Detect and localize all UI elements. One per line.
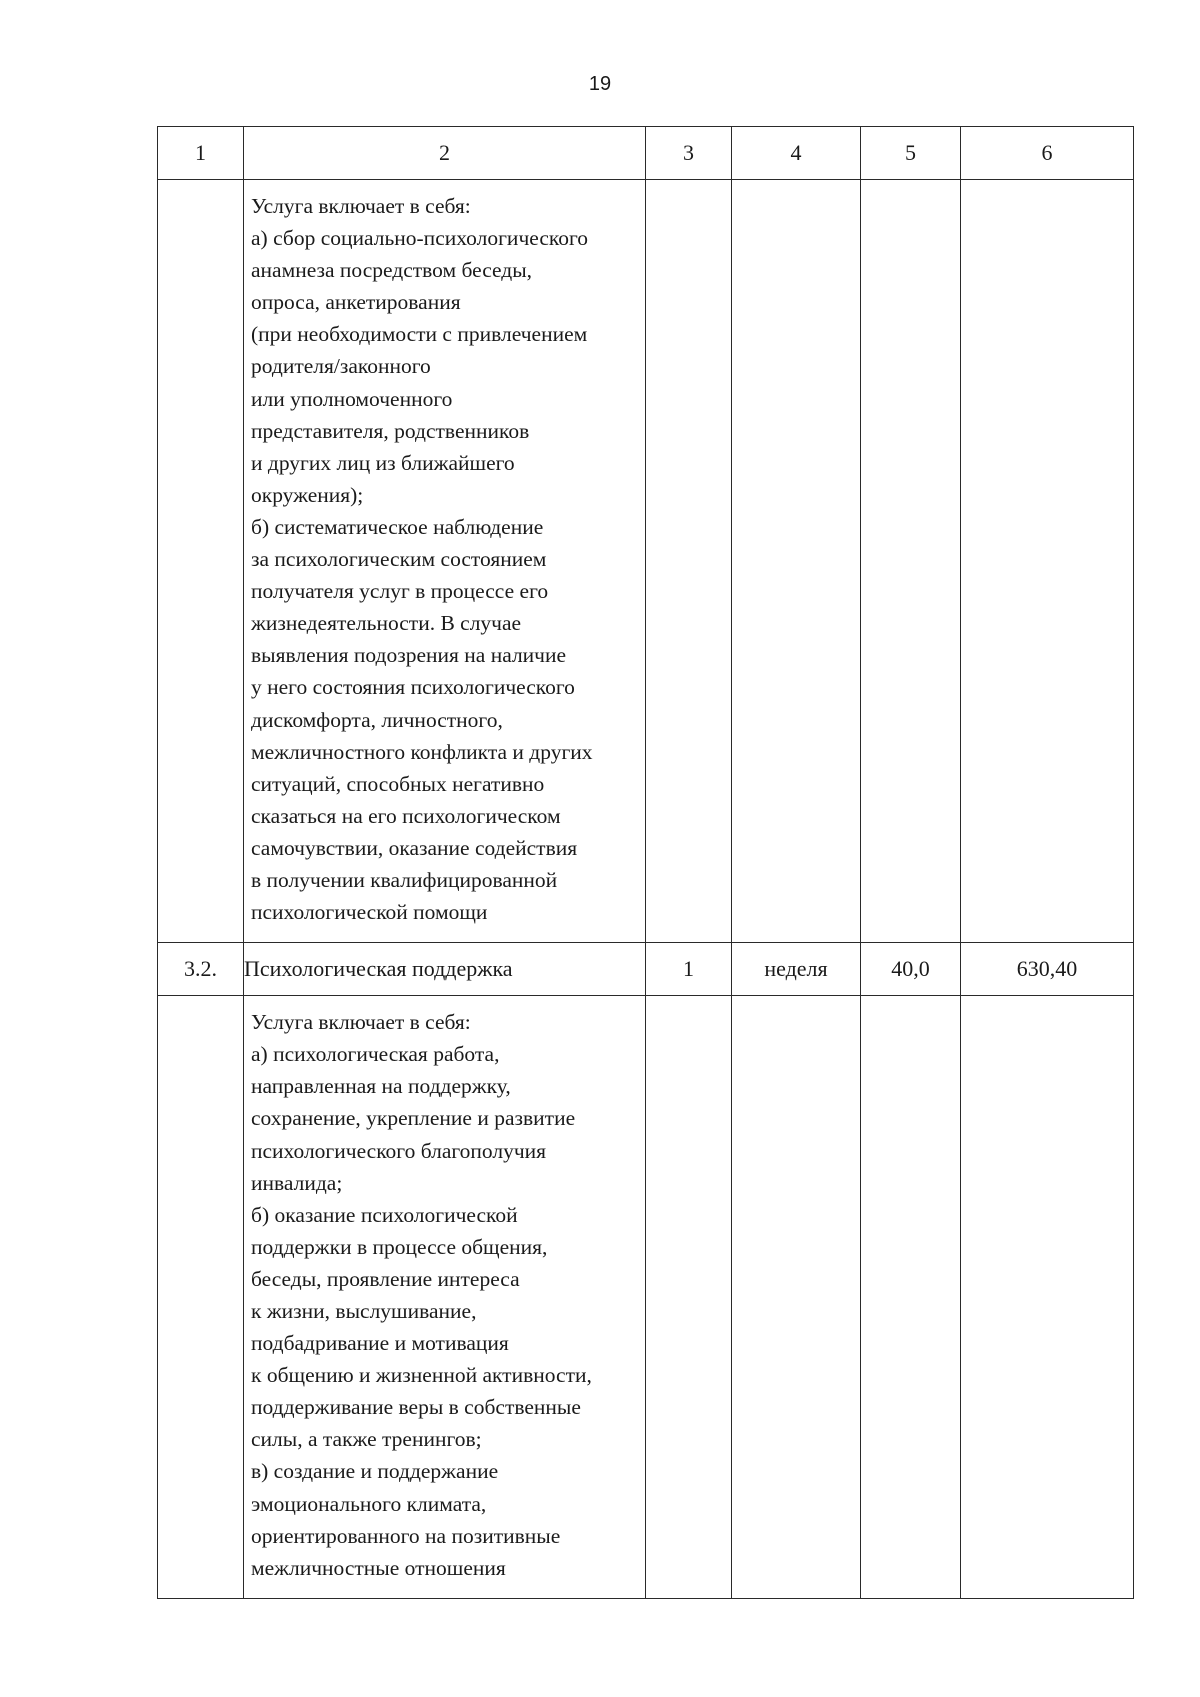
description-line: жизнедеятельности. В случае — [251, 611, 522, 636]
description-line: дискомфорта, личностного, — [251, 707, 503, 732]
description-line: а) сбор социально-психологического — [251, 226, 589, 251]
service-name: Психологическая поддержка — [244, 943, 646, 996]
description-line: поддержки в процессе общения, — [251, 1234, 548, 1259]
description-line: психологической помощи — [251, 900, 488, 925]
empty-cell — [158, 996, 244, 1599]
service-quantity: 1 — [646, 943, 732, 996]
description-line: Услуга включает в себя: — [251, 194, 471, 218]
service-period: неделя — [732, 943, 861, 996]
empty-cell — [961, 180, 1134, 943]
description-line: силы, а также тренингов; — [251, 1427, 482, 1452]
description-line: окружения); — [251, 482, 364, 507]
description-line: в получении квалифицированной — [251, 867, 558, 892]
description-line: родителя/законного — [251, 354, 431, 379]
description-line: сохранение, укрепление и развитие — [251, 1106, 576, 1131]
header-cell-1: 1 — [158, 127, 244, 180]
header-cell-5: 5 — [861, 127, 961, 180]
description-line: за психологическим состоянием — [251, 547, 547, 572]
description-line: направленная на поддержку, — [251, 1074, 511, 1099]
description-line: беседы, проявление интереса — [251, 1266, 520, 1291]
description-text-2 — [244, 996, 645, 1598]
description-line: к жизни, выслушивание, — [251, 1299, 477, 1323]
description-row-2 — [158, 996, 1134, 1599]
empty-cell — [732, 180, 861, 943]
empty-cell — [732, 996, 861, 1599]
description-cell-2 — [244, 996, 646, 1599]
empty-cell — [861, 996, 961, 1599]
description-line: ориентированного на позитивные — [251, 1523, 561, 1548]
service-duration: 40,0 — [861, 943, 961, 996]
description-line: сказаться на его психологическом — [251, 803, 561, 828]
description-line: межличностные отношения — [251, 1555, 506, 1580]
description-line: психологического благополучия — [251, 1138, 547, 1163]
description-line: и других лиц из ближайшего — [251, 450, 515, 475]
service-cost: 630,40 — [961, 943, 1134, 996]
description-line: опроса, анкетирования — [251, 290, 461, 315]
header-row — [158, 127, 1134, 180]
page-number: 19 — [588, 73, 612, 95]
description-line: инвалида; — [251, 1170, 343, 1195]
description-line: в) создание и поддержание — [251, 1459, 499, 1484]
empty-cell — [861, 180, 961, 943]
description-line: а) психологическая работа, — [251, 1042, 500, 1067]
description-line: или уполномоченного — [251, 386, 453, 411]
description-line: подбадривание и мотивация — [251, 1331, 509, 1356]
description-line: получателя услуг в процессе его — [251, 579, 549, 604]
service-number: 3.2. — [158, 943, 244, 996]
description-line: поддерживание веры в собственные — [251, 1395, 581, 1420]
empty-cell — [961, 996, 1134, 1599]
description-line: ситуаций, способных негативно — [251, 771, 545, 796]
description-line: (при необходимости с привлечением — [251, 322, 588, 347]
service-row — [158, 943, 1134, 996]
description-line: Услуга включает в себя: — [251, 1010, 471, 1035]
header-cell-6: 6 — [961, 127, 1134, 180]
services-table — [157, 126, 1134, 1599]
description-line: представителя, родственников — [251, 418, 530, 443]
description-line: эмоционального климата, — [251, 1491, 487, 1516]
description-line: самочувствии, оказание содействия — [251, 835, 578, 860]
header-cell-2: 2 — [244, 127, 646, 180]
description-cell-1 — [244, 180, 646, 943]
description-line: выявления подозрения на наличие — [251, 643, 567, 668]
description-line: межличностного конфликта и других — [251, 739, 593, 764]
header-cell-3: 3 — [646, 127, 732, 180]
empty-cell — [646, 180, 732, 943]
description-line: анамнеза посредством беседы, — [251, 258, 533, 283]
description-line: к общению и жизненной активности, — [251, 1363, 592, 1388]
description-row-1 — [158, 180, 1134, 943]
description-line: у него состояния психологического — [251, 675, 575, 700]
description-line: б) оказание психологической — [251, 1202, 518, 1227]
description-text-1 — [244, 180, 645, 942]
header-cell-4: 4 — [732, 127, 861, 180]
empty-cell — [646, 996, 732, 1599]
description-line: б) систематическое наблюдение — [251, 514, 544, 539]
empty-cell — [158, 180, 244, 943]
